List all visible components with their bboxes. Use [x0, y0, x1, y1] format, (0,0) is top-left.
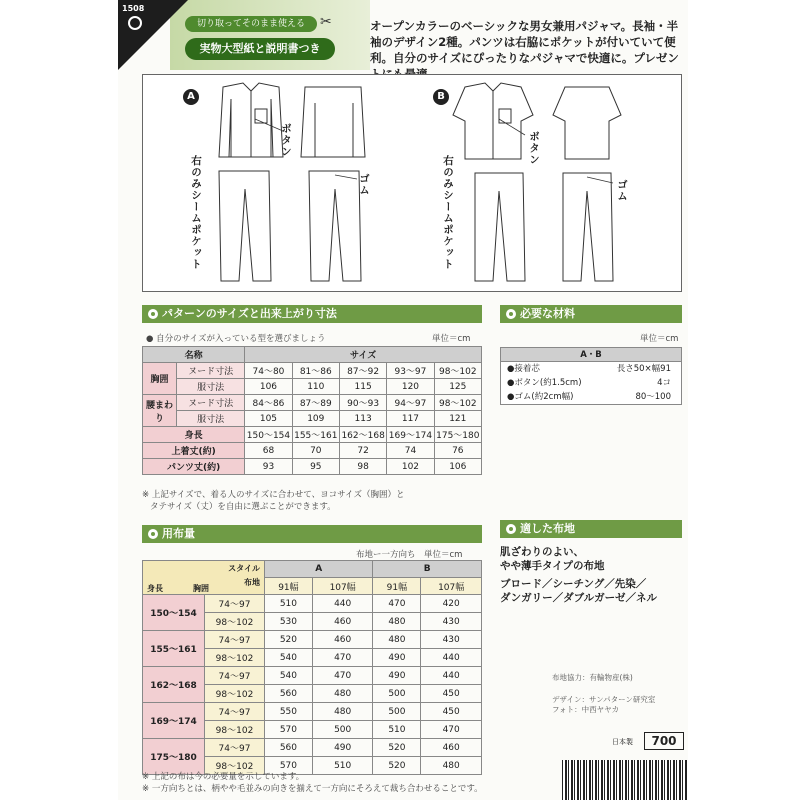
- fabric-chest-cell: 98〜102: [205, 613, 265, 631]
- fabric-chest-cell: 98〜102: [205, 721, 265, 739]
- fabric-amount-cell: 460: [421, 739, 482, 757]
- right-margin: [688, 0, 800, 800]
- suitable-line: 肌ざわりのよい、: [500, 546, 584, 558]
- fabric-head-chest: 胸囲: [193, 584, 209, 593]
- suitable-fabric-text: [500, 545, 688, 605]
- fabric-amount-cell: 480: [373, 613, 421, 631]
- size-cell: 98: [339, 459, 386, 475]
- price-box: 700: [644, 732, 684, 750]
- size-cell: 150〜154: [245, 427, 292, 443]
- material-value: 長さ50×幅91: [616, 364, 671, 374]
- size-label: 服寸法: [177, 411, 245, 427]
- made-in-label: 日本製: [612, 738, 633, 746]
- table-row: [143, 703, 482, 721]
- fabric-chest-cell: 74〜97: [205, 739, 265, 757]
- size-label: 服寸法: [177, 379, 245, 395]
- shirt-a-back: [301, 87, 365, 157]
- material-item: ●接着芯: [507, 364, 540, 374]
- size-group-hip: 腰まわり: [143, 395, 177, 427]
- fabric-amount-cell: 570: [265, 757, 313, 775]
- fabric-style-a: A: [265, 561, 373, 578]
- fabric-footnote-1: ※ 上記の布は今の必要量を示しています。: [142, 772, 305, 782]
- size-cell: 162〜168: [339, 427, 386, 443]
- size-cell: 74〜80: [245, 363, 292, 379]
- size-footnote-2: タテサイズ（丈）を自由に選ぶことができます。: [150, 502, 336, 512]
- size-cell: 102: [387, 459, 434, 475]
- garment-illustration: [142, 74, 682, 292]
- size-label: ヌード寸法: [177, 395, 245, 411]
- shirt-b-back: [553, 87, 621, 159]
- suitable-line: やや薄手タイプの布地: [500, 560, 605, 572]
- materials-table: [500, 347, 682, 405]
- fabric-amount-cell: 470: [312, 649, 373, 667]
- fabric-amount-cell: 470: [421, 721, 482, 739]
- size-cell: 98〜102: [434, 395, 481, 411]
- materials-section-header: [500, 305, 682, 323]
- label-pocket-b: 右のみシームポケット: [442, 155, 454, 270]
- size-cell: 169〜174: [387, 427, 434, 443]
- suitable-line: ダンガリー／ダブルガーゼ／ネル: [500, 592, 657, 604]
- fabric-amount-cell: 570: [265, 721, 313, 739]
- size-label-pants-length: パンツ丈(約): [143, 459, 245, 475]
- size-cell: 125: [434, 379, 481, 395]
- size-group-chest: 胸囲: [143, 363, 177, 395]
- section-bullet-icon: [506, 524, 516, 534]
- fabric-height-cell: 150〜154: [143, 595, 205, 631]
- size-label: ヌード寸法: [177, 363, 245, 379]
- size-table: [142, 346, 482, 475]
- fabric-amount-cell: 440: [312, 595, 373, 613]
- size-cell: 106: [434, 459, 481, 475]
- size-label-top-length: 上着丈(約): [143, 443, 245, 459]
- credit-design: デザイン：サンパターン研究室: [552, 695, 656, 704]
- fabric-amount-cell: 550: [265, 703, 313, 721]
- suitable-section-header: [500, 520, 682, 538]
- fabric-head-height: 身長: [147, 584, 163, 593]
- materials-col-head: A・B: [501, 348, 681, 362]
- size-cell: 109: [292, 411, 339, 427]
- garment-drawings: [143, 75, 683, 293]
- fabric-amount-cell: 520: [373, 739, 421, 757]
- size-cell: 72: [339, 443, 386, 459]
- table-row: [143, 739, 482, 757]
- fabric-amount-cell: 510: [373, 721, 421, 739]
- fabric-table: [142, 560, 482, 775]
- fabric-head-style: スタイル: [228, 564, 260, 573]
- size-cell: 98〜102: [434, 363, 481, 379]
- fabric-head-fabric: 布地: [244, 578, 260, 587]
- fabric-amount-cell: 560: [265, 685, 313, 703]
- size-cell: 84〜86: [245, 395, 292, 411]
- fabric-section-header: [142, 525, 482, 543]
- fabric-amount-cell: 450: [421, 685, 482, 703]
- fabric-amount-cell: 510: [312, 757, 373, 775]
- fabric-chest-cell: 74〜97: [205, 595, 265, 613]
- intro-text: オープンカラーのベーシックな男女兼用パジャマ。長袖・半袖のデザイン2種。パンツは右脇にポケットが付いていて便利。自分のサイズにぴったりなパジャマで快適に。プレゼン: [370, 19, 679, 65]
- fabric-section-title: 用布量: [162, 527, 195, 540]
- fabric-chest-cell: 98〜102: [205, 757, 265, 775]
- label-button-b: ボタン: [528, 131, 540, 166]
- fabric-height-cell: 162〜168: [143, 667, 205, 703]
- fabric-amount-cell: 520: [373, 757, 421, 775]
- label-button-a: ボタン: [280, 123, 292, 158]
- fabric-chest-cell: 74〜97: [205, 631, 265, 649]
- size-cell: 87〜92: [339, 363, 386, 379]
- size-cell: 76: [434, 443, 481, 459]
- pants-b-front: [475, 173, 525, 281]
- size-cell: 94〜97: [387, 395, 434, 411]
- fabric-amount-cell: 480: [312, 703, 373, 721]
- size-cell: 93〜97: [387, 363, 434, 379]
- suitable-line: ブロード／シーチング／先染／: [500, 578, 647, 590]
- fabric-amount-cell: 540: [265, 667, 313, 685]
- material-row: [501, 390, 681, 404]
- material-row: [501, 376, 681, 390]
- pants-a-front: [219, 171, 271, 281]
- badge-style-b: B: [433, 89, 449, 105]
- materials-unit: 単位＝cm: [640, 334, 679, 344]
- materials-title: 必要な材料: [520, 307, 575, 320]
- fabric-corner: [143, 561, 265, 595]
- section-bullet-icon: [506, 309, 516, 319]
- fabric-amount-cell: 460: [312, 631, 373, 649]
- material-value: 80〜100: [635, 392, 671, 402]
- fabric-amount-cell: 510: [265, 595, 313, 613]
- fabric-chest-cell: 98〜102: [205, 649, 265, 667]
- banner-main: 実物大型紙と説明書つき: [185, 38, 335, 60]
- fabric-amount-cell: 500: [312, 721, 373, 739]
- fabric-amount-cell: 460: [312, 613, 373, 631]
- label-pocket-a: 右のみシームポケット: [190, 155, 202, 270]
- label-elastic-b: ゴム: [616, 179, 628, 202]
- size-head-size: サイズ: [245, 347, 482, 363]
- fabric-amount-cell: 480: [373, 631, 421, 649]
- shirt-a-pocket: [255, 109, 267, 123]
- size-cell: 110: [292, 379, 339, 395]
- size-cell: 155〜161: [292, 427, 339, 443]
- fabric-amount-cell: 490: [312, 739, 373, 757]
- fabric-height-cell: 169〜174: [143, 703, 205, 739]
- suitable-title: 適した布地: [520, 522, 575, 535]
- size-cell: 105: [245, 411, 292, 427]
- fabric-footnote-2: ※ 一方向ちとは、柄やや毛並みの向きを揃えて一方向にそろえて裁ち合わせることです。: [142, 784, 483, 794]
- size-label-height: 身長: [143, 427, 245, 443]
- size-unit: 単位＝cm: [432, 334, 471, 344]
- size-cell: 87〜89: [292, 395, 339, 411]
- size-cell: 115: [339, 379, 386, 395]
- fabric-style-b: B: [373, 561, 482, 578]
- scissors-icon: ✂: [320, 14, 332, 30]
- table-row: [143, 595, 482, 613]
- fabric-amount-cell: 440: [421, 667, 482, 685]
- size-cell: 120: [387, 379, 434, 395]
- fabric-height-cell: 175〜180: [143, 739, 205, 775]
- banner-small: 切り取ってそのまま使える: [185, 16, 317, 32]
- size-cell: 95: [292, 459, 339, 475]
- size-section-header: [142, 305, 482, 323]
- size-section-title: パターンのサイズと出来上がり寸法: [162, 307, 337, 320]
- barcode: [562, 760, 688, 800]
- fabric-amount-cell: 430: [421, 631, 482, 649]
- fabric-amount-cell: 480: [421, 757, 482, 775]
- fabric-unit: 布地ー一方向ち 単位＝cm: [356, 550, 463, 560]
- fabric-height-cell: 155〜161: [143, 631, 205, 667]
- size-cell: 121: [434, 411, 481, 427]
- pants-b-back: [563, 173, 613, 281]
- fabric-amount-cell: 450: [421, 703, 482, 721]
- material-item: ●ゴム(約2cm幅): [507, 392, 574, 402]
- fabric-amount-cell: 470: [312, 667, 373, 685]
- credit-photo: フォト：中西ヤヤカ: [552, 705, 620, 714]
- fabric-rows: [143, 595, 482, 775]
- size-cell: 81〜86: [292, 363, 339, 379]
- fabric-amount-cell: 470: [373, 595, 421, 613]
- fabric-width: 91幅: [265, 578, 313, 595]
- fabric-width: 107幅: [421, 578, 482, 595]
- logo-icon: [128, 16, 142, 30]
- fabric-amount-cell: 440: [421, 649, 482, 667]
- fabric-width: 91幅: [373, 578, 421, 595]
- table-row: [143, 667, 482, 685]
- fabric-amount-cell: 530: [265, 613, 313, 631]
- size-cell: 74: [387, 443, 434, 459]
- pants-a-back: [309, 171, 361, 281]
- fabric-chest-cell: 74〜97: [205, 703, 265, 721]
- size-cell: 117: [387, 411, 434, 427]
- fabric-amount-cell: 490: [373, 649, 421, 667]
- fabric-chest-cell: 98〜102: [205, 685, 265, 703]
- corner-number: 1508: [122, 4, 145, 13]
- material-row: [501, 362, 681, 376]
- fabric-amount-cell: 540: [265, 649, 313, 667]
- shirt-b-pocket: [499, 109, 511, 123]
- fabric-amount-cell: 520: [265, 631, 313, 649]
- size-note: ● 自分のサイズが入っている型を選びましょう: [146, 334, 326, 344]
- credit-cooperation: 布地協力：有輪物産(株): [552, 673, 633, 682]
- left-margin: [0, 0, 118, 800]
- fabric-width: 107幅: [312, 578, 373, 595]
- size-cell: 175〜180: [434, 427, 481, 443]
- section-bullet-icon: [148, 529, 158, 539]
- material-item: ●ボタン(約1.5cm): [507, 378, 582, 388]
- fabric-amount-cell: 430: [421, 613, 482, 631]
- size-cell: 70: [292, 443, 339, 459]
- fabric-amount-cell: 500: [373, 685, 421, 703]
- fabric-chest-cell: 74〜97: [205, 667, 265, 685]
- size-footnote-1: ※ 上記サイズで、着る人のサイズに合わせて、ヨコサイズ（胸囲）と: [142, 490, 405, 500]
- fabric-amount-cell: 420: [421, 595, 482, 613]
- label-elastic-a: ゴム: [358, 173, 370, 196]
- table-row: [143, 631, 482, 649]
- section-bullet-icon: [148, 309, 158, 319]
- material-value: 4コ: [657, 378, 671, 388]
- size-cell: 106: [245, 379, 292, 395]
- fabric-amount-cell: 500: [373, 703, 421, 721]
- size-cell: 68: [245, 443, 292, 459]
- fabric-amount-cell: 490: [373, 667, 421, 685]
- fabric-amount-cell: 560: [265, 739, 313, 757]
- fabric-amount-cell: 480: [312, 685, 373, 703]
- size-cell: 90〜93: [339, 395, 386, 411]
- badge-style-a: A: [183, 89, 199, 105]
- size-cell: 93: [245, 459, 292, 475]
- size-head-name: 名称: [143, 347, 245, 363]
- size-cell: 113: [339, 411, 386, 427]
